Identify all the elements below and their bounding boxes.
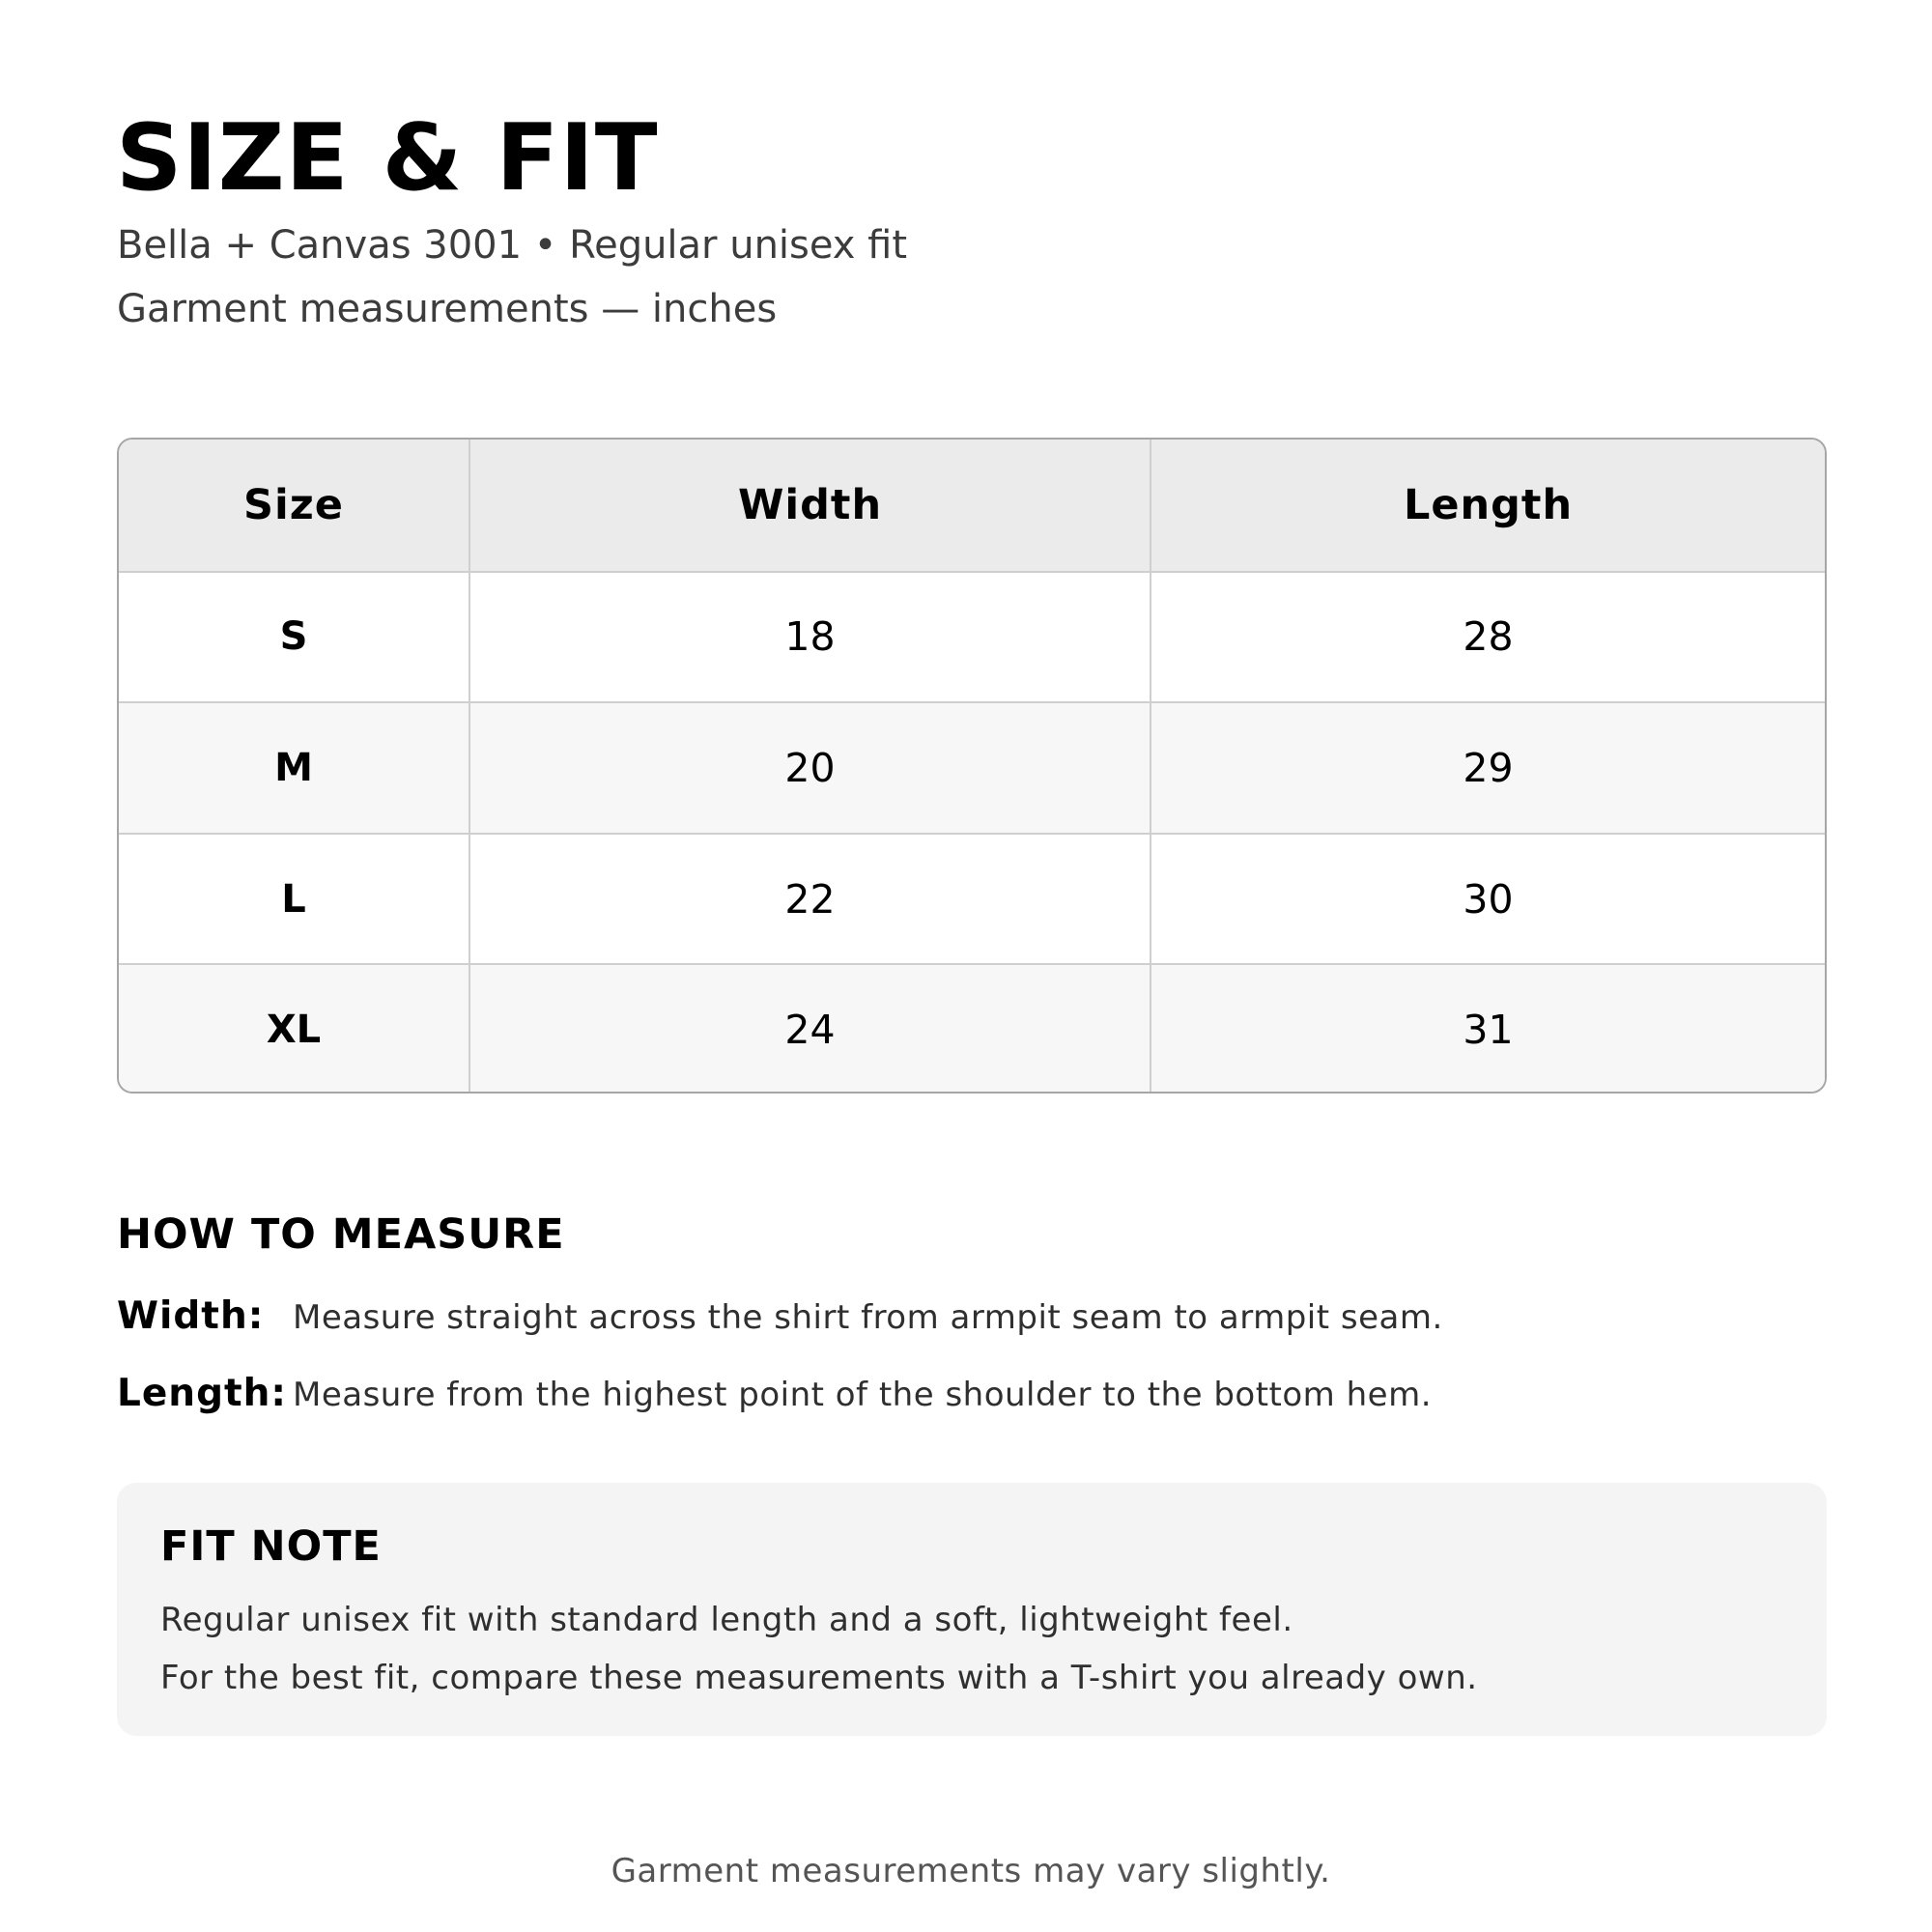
- footer-disclaimer: Garment measurements may vary slightly.: [611, 1852, 1331, 1890]
- size-cell: XL: [266, 1008, 322, 1053]
- table-row: [119, 963, 1825, 1094]
- fit-note-panel: [117, 1483, 1827, 1736]
- fit-note-line: For the best fit, compare these measurements with a T-shirt you already own.: [160, 1659, 1478, 1698]
- size-cell: M: [274, 745, 313, 790]
- fit-note-heading: FIT NOTE: [160, 1522, 382, 1571]
- size-cell: L: [281, 876, 306, 922]
- column-header-length: Length: [1150, 440, 1825, 571]
- table-header-row: [119, 440, 1825, 571]
- length-cell: 28: [1150, 573, 1825, 702]
- length-cell: 30: [1150, 835, 1825, 964]
- width-cell: 18: [469, 573, 1150, 702]
- size-table: [117, 438, 1827, 1094]
- table-row: [119, 571, 1825, 702]
- product-subtitle: Bella + Canvas 3001 • Regular unisex fit: [117, 223, 908, 268]
- length-cell: 31: [1150, 965, 1825, 1094]
- width-instruction-label: Width:: [117, 1294, 265, 1338]
- units-subtitle: Garment measurements — inches: [117, 287, 778, 331]
- length-cell: 29: [1150, 703, 1825, 833]
- length-instruction-text: Measure from the highest point of the shoulder to the bottom hem.: [293, 1376, 1433, 1414]
- length-instruction-label: Length:: [117, 1372, 287, 1415]
- width-cell: 22: [469, 835, 1150, 964]
- width-instruction: [117, 1294, 1827, 1338]
- width-cell: 24: [469, 965, 1150, 1094]
- page-title: SIZE & FIT: [116, 105, 659, 212]
- column-header-size: Size: [243, 480, 344, 529]
- size-cell: S: [279, 614, 308, 660]
- table-row: [119, 833, 1825, 964]
- fit-note-line: Regular unisex fit with standard length and a soft, lightweight feel.: [160, 1601, 1293, 1640]
- width-cell: 20: [469, 703, 1150, 833]
- table-row: [119, 701, 1825, 833]
- length-instruction: [117, 1372, 1827, 1415]
- how-to-measure-heading: HOW TO MEASURE: [117, 1210, 565, 1259]
- column-header-width: Width: [469, 440, 1150, 571]
- width-instruction-text: Measure straight across the shirt from armpit seam to armpit seam.: [293, 1298, 1443, 1337]
